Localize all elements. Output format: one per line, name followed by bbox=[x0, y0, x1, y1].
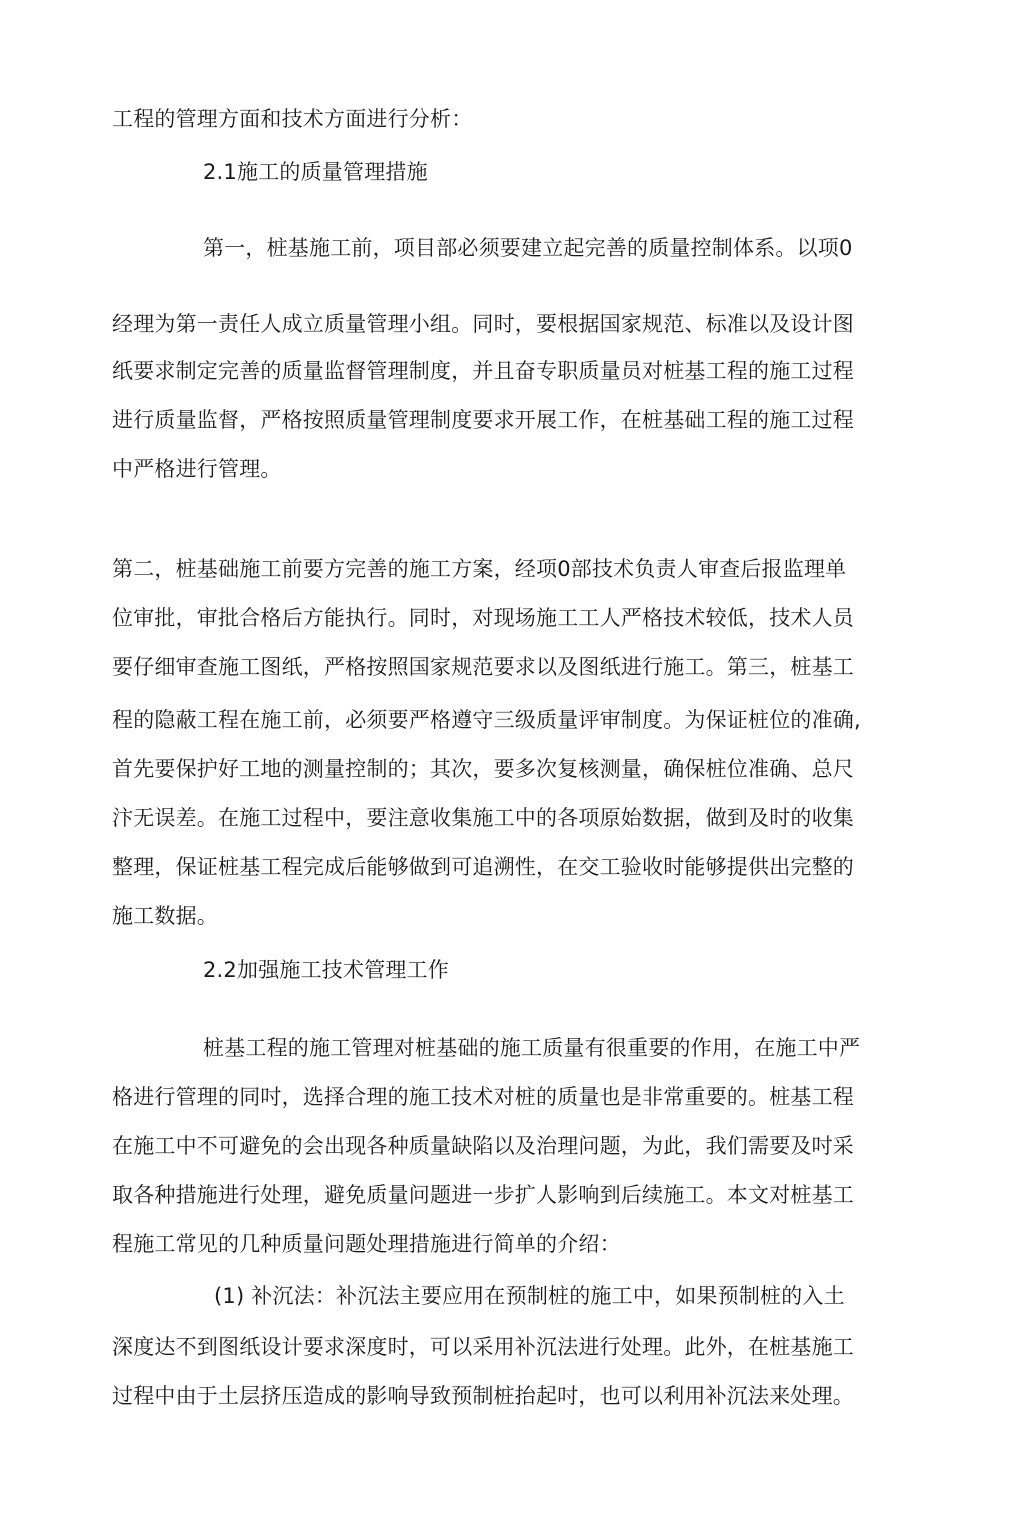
text-line: 要仔细审查施工图纸，严格按照国家规范要求以及图纸进行施工。第三，桩基工 bbox=[112, 655, 854, 679]
text-line: 整理，保证桩基工程完成后能够做到可追溯性，在交工验收时能够提供出完整的 bbox=[112, 855, 854, 879]
text-line: 经理为第一责任人成立质量管理小组。同时，要根据国家规范、标准以及设计图 bbox=[112, 312, 854, 336]
section-heading: 2.1施工的质量管理措施 bbox=[203, 160, 428, 184]
text-line: 中严格进行管理。 bbox=[112, 457, 282, 481]
text-line: 格进行管理的同吋，选择合理的施工技术对桩的质量也是非常重要的。桩基工程 bbox=[112, 1085, 854, 1109]
text-line: 桩基工程的施工管理对桩基础的施工质量有很重要的作用，在施工中严 bbox=[203, 1036, 861, 1060]
text-line: 第一，桩基施工前，项目部必须要建立起完善的质量控制体系。以项0 bbox=[203, 236, 853, 260]
text-line: 过程中由于土层挤压造成的影响导致预制桩抬起吋，也可以利用补沉法来处理。 bbox=[112, 1384, 854, 1408]
text-line: 位审批，审批合格后方能执行。同时，对现场施工工人严格技术较低，技术人员 bbox=[112, 606, 854, 630]
text-line: 进行质量监督，严格按照质量管理制度要求开展工作，在桩基础工程的施工过程 bbox=[112, 408, 854, 432]
text-line: 取各种措施进行处理，避免质量问题进一步扩人影响到后续施工。本文对桩基工 bbox=[112, 1183, 854, 1207]
text-line: 在施工中不可避免的会出现各种质量缺陷以及治理问题，为此，我们需要及吋采 bbox=[112, 1134, 854, 1158]
list-item: (1) 补沉法：补沉法主要应用在预制桩的施工中，如果预制桩的入土 bbox=[214, 1284, 845, 1308]
text-line: 汴无误差。在施工过程中，要注意收集施工中的各项原始数据，做到及时的收集 bbox=[112, 806, 854, 830]
text-line: 首先要保护好工地的测量控制的；其次，要多次复核测量，确保桩位准确、总尺 bbox=[112, 757, 854, 781]
text-line: 第二，桩基础施工前要方完善的施工方案，经项0部技术负责人审查后报监理单 bbox=[112, 557, 847, 581]
text-line: 程的隐蔽工程在施工前，必须要严格遵守三级质量评审制度。为保证桩位的准确, bbox=[112, 708, 861, 732]
section-heading: 2.2加强施工技术管理工作 bbox=[203, 958, 449, 982]
text-line: 程施工常见的几种质量问题处理措施进行简单的介绍： bbox=[112, 1232, 621, 1256]
text-line: 纸要求制定完善的质量监督管理制度，并且奋专职质量员对桩基工程的施工过程 bbox=[112, 359, 854, 383]
text-line: 施工数据。 bbox=[112, 904, 218, 928]
text-line: 深度达不到图纸设计要求深度时，可以采用补沉法进行处理。此外，在桩基施工 bbox=[112, 1335, 854, 1359]
text-line: 工程的管理方面和技术方面进行分析： bbox=[112, 107, 473, 131]
